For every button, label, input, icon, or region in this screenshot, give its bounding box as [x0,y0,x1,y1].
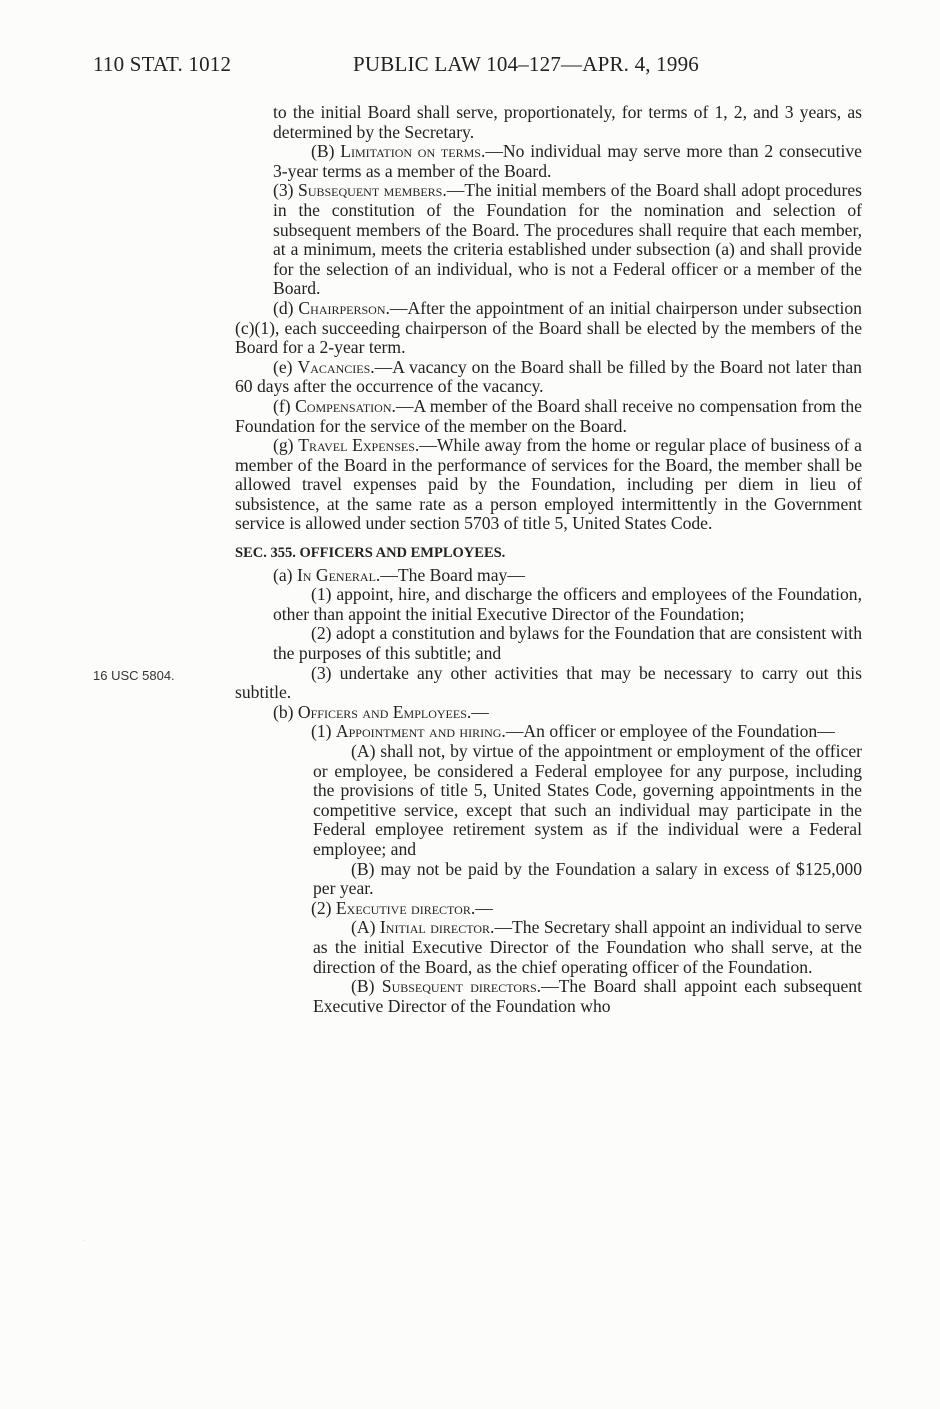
list-item: (1) appoint, hire, and discharge the officers and employees of the Foundation, other than appoint the initial Executive Director of the Foundation; [273,584,862,624]
paragraph-compensation: (f) Compensation.—A member of the Board shall receive no compensation from the Foundation for the service of the member on the Board. [235,395,862,436]
page-header [0,52,940,82]
scan-speck [84,1240,85,1241]
section-heading: SEC. 355. OFFICERS AND EMPLOYEES. [235,545,506,562]
paragraph-officers-and-employees: (b) Officers and Employees.— [273,701,489,722]
usc-margin-citation: 16 USC 5804. [93,668,175,683]
list-item: (B) may not be paid by the Foundation a salary in excess of $125,000 per year. [313,858,862,899]
document-body [235,103,862,1016]
paragraph-vacancies: (e) Vacancies.—A vacancy on the Board shall be filled by the Board not later than 60 days after the occurrence of the vacancy. [235,356,862,397]
list-item: (3) undertake any other activities that may be necessary to carry out this subtitle. [235,662,862,703]
paragraph-executive-director: (2) Executive director.— [311,897,493,918]
paragraph-subsequent-members: (3) Subsequent members.—The initial members of the Board shall adopt procedures in the constitution of the Foundation for the nomination and selection of subsequent members of the Board. The procedures shall require that each member, at a minimum, meets the criteria established under subsection (a) and shall provide for the selection of an individual, who is not a Federal officer or a member of the Board. [273,180,862,299]
public-law-title: PUBLIC LAW 104–127—APR. 4, 1996 [353,52,699,76]
paragraph-limitation-on-terms: (B) Limitation on terms.—No individual may serve more than 2 consecutive 3-year terms as a member of the Board. [273,141,862,181]
paragraph-chairperson: (d) Chairperson.—After the appointment of an initial chairperson under subsection (c)(1), each succeeding chairperson of the Board shall be elected by the members of the Board for a 2-year term. [235,297,862,358]
paragraph-in-general: (a) In General.—The Board may— [273,564,525,585]
list-item: (2) adopt a constitution and bylaws for the Foundation that are consistent with the purposes of this subtitle; and [273,623,862,664]
list-item: (A) shall not, by virtue of the appointment or employment of the officer or employee, be considered a Federal employee for any purpose, including the provisions of title 5, United States Code, governing appointments in the competitive service, except that such an individual may participate in the Federal employee retirement system as if the individual were a Federal employee; and [313,741,862,859]
paragraph-appointment-and-hiring: (1) Appointment and hiring.—An officer or employee of the Foundation— [311,721,835,742]
paragraph-travel-expenses: (g) Travel Expenses.—While away from the home or regular place of business of a member of the Board in the performance of services for the Board, the member shall be allowed travel expenses paid by the Foundation, including per diem in lieu of subsistence, at the same rate as a person employed intermittently in the Government service is allowed under section 5703 of title 5, United States Code. [235,435,862,534]
statute-page-number: 110 STAT. 1012 [93,52,232,76]
paragraph: to the initial Board shall serve, proportionately, for terms of 1, 2, and 3 years, as determined by the Secretary. [273,102,862,142]
paragraph-subsequent-directors: (B) Subsequent directors.—The Board shall appoint each subsequent Executive Director of the Foundation who [313,976,862,1016]
paragraph-initial-director: (A) Initial director.—The Secretary shall appoint an individual to serve as the initial Executive Director of the Foundation who shall serve, at the direction of the Board, as the chief operating officer of the Foundation. [313,917,862,977]
